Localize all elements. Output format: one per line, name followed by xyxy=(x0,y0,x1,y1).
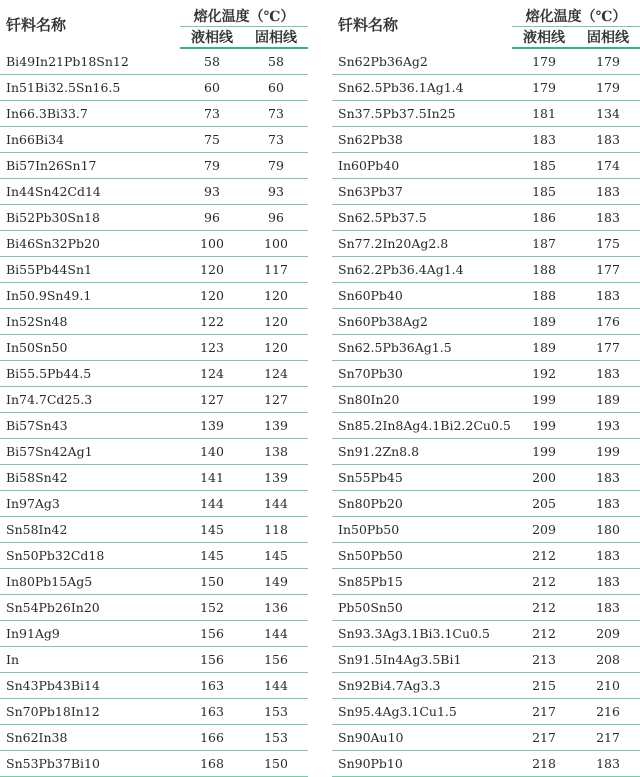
solidus-cell: 216 xyxy=(576,699,640,725)
solidus-cell: 189 xyxy=(576,387,640,413)
liquidus-cell: 139 xyxy=(180,413,244,439)
solder-name-cell: In91Ag9 xyxy=(0,621,180,647)
table-row xyxy=(332,335,640,361)
liquidus-cell: 60 xyxy=(180,75,244,101)
solidus-cell: 79 xyxy=(244,153,308,179)
solidus-cell: 183 xyxy=(576,465,640,491)
table-row xyxy=(332,413,640,439)
solder-name-cell: Sn43Pb43Bi14 xyxy=(0,673,180,699)
table-row xyxy=(332,725,640,751)
liquidus-cell: 58 xyxy=(180,48,244,75)
table-row xyxy=(332,491,640,517)
liquidus-cell: 199 xyxy=(512,439,576,465)
solder-name-cell: In66Bi34 xyxy=(0,127,180,153)
solidus-cell: 217 xyxy=(576,725,640,751)
solder-name-cell: Sn70Pb30 xyxy=(332,361,512,387)
liquidus-cell: 187 xyxy=(512,231,576,257)
liquidus-cell: 144 xyxy=(180,491,244,517)
liquidus-cell: 166 xyxy=(180,725,244,751)
solder-name-cell: Bi58Sn42 xyxy=(0,465,180,491)
table-row xyxy=(0,725,308,751)
solidus-cell: 156 xyxy=(244,647,308,673)
table-row xyxy=(0,361,308,387)
liquidus-cell: 100 xyxy=(180,231,244,257)
solder-name-cell: Sn91.2Zn8.8 xyxy=(332,439,512,465)
solidus-cell: 183 xyxy=(576,205,640,231)
liquidus-cell: 123 xyxy=(180,335,244,361)
header-solidus: 固相线 xyxy=(576,27,640,49)
liquidus-cell: 145 xyxy=(180,517,244,543)
solidus-cell: 144 xyxy=(244,621,308,647)
table-row xyxy=(0,751,308,777)
liquidus-cell: 127 xyxy=(180,387,244,413)
solder-name-cell: In97Ag3 xyxy=(0,491,180,517)
liquidus-cell: 179 xyxy=(512,75,576,101)
solder-name-cell: In50Pb50 xyxy=(332,517,512,543)
table-row xyxy=(332,231,640,257)
table-row xyxy=(0,309,308,335)
solder-name-cell: Sn90Pb10 xyxy=(332,751,512,777)
solder-name-cell: In80Pb15Ag5 xyxy=(0,569,180,595)
solidus-cell: 149 xyxy=(244,569,308,595)
solidus-cell: 183 xyxy=(576,543,640,569)
liquidus-cell: 212 xyxy=(512,621,576,647)
table-row xyxy=(0,231,308,257)
solidus-cell: 153 xyxy=(244,699,308,725)
liquidus-cell: 217 xyxy=(512,699,576,725)
solidus-cell: 144 xyxy=(244,673,308,699)
solder-name-cell: In52Sn48 xyxy=(0,309,180,335)
solidus-cell: 120 xyxy=(244,335,308,361)
liquidus-cell: 179 xyxy=(512,48,576,75)
solder-name-cell: Sn54Pb26In20 xyxy=(0,595,180,621)
solder-name-cell: Sn62.5Pb36Ag1.5 xyxy=(332,335,512,361)
solidus-cell: 60 xyxy=(244,75,308,101)
solder-name-cell: Bi57Sn42Ag1 xyxy=(0,439,180,465)
solder-name-cell: In74.7Cd25.3 xyxy=(0,387,180,413)
solder-name-cell: Sn80Pb20 xyxy=(332,491,512,517)
solder-name-cell: In xyxy=(0,647,180,673)
table-row xyxy=(0,647,308,673)
solidus-cell: 183 xyxy=(576,361,640,387)
solidus-cell: 144 xyxy=(244,491,308,517)
liquidus-cell: 212 xyxy=(512,569,576,595)
liquidus-cell: 199 xyxy=(512,387,576,413)
table-row xyxy=(0,465,308,491)
solidus-cell: 183 xyxy=(576,283,640,309)
solidus-cell: 73 xyxy=(244,101,308,127)
solder-name-cell: In51Bi32.5Sn16.5 xyxy=(0,75,180,101)
liquidus-cell: 93 xyxy=(180,179,244,205)
solder-name-cell: Sn62.2Pb36.4Ag1.4 xyxy=(332,257,512,283)
liquidus-cell: 199 xyxy=(512,413,576,439)
solidus-cell: 134 xyxy=(576,101,640,127)
solidus-cell: 177 xyxy=(576,257,640,283)
solder-name-cell: Sn62.5Pb37.5 xyxy=(332,205,512,231)
table-row xyxy=(332,543,640,569)
header-solder-name: 钎料名称 xyxy=(6,15,67,34)
liquidus-cell: 163 xyxy=(180,699,244,725)
table-row xyxy=(332,387,640,413)
table-row xyxy=(332,179,640,205)
table-row xyxy=(332,283,640,309)
solder-name-cell: Bi52Pb30Sn18 xyxy=(0,205,180,231)
table-row xyxy=(0,335,308,361)
liquidus-cell: 145 xyxy=(180,543,244,569)
solidus-cell: 100 xyxy=(244,231,308,257)
solder-name-cell: In60Pb40 xyxy=(332,153,512,179)
table-row xyxy=(332,569,640,595)
solder-name-cell: Sn62.5Pb36.1Ag1.4 xyxy=(332,75,512,101)
liquidus-cell: 122 xyxy=(180,309,244,335)
solidus-cell: 183 xyxy=(576,569,640,595)
table-row xyxy=(0,517,308,543)
table-left-half xyxy=(0,0,308,777)
solder-name-cell: Sn85.2In8Ag4.1Bi2.2Cu0.5 xyxy=(332,413,512,439)
table-row xyxy=(332,361,640,387)
solder-name-cell: Sn90Au10 xyxy=(332,725,512,751)
liquidus-cell: 120 xyxy=(180,257,244,283)
solidus-cell: 209 xyxy=(576,621,640,647)
table-row xyxy=(332,257,640,283)
solidus-cell: 175 xyxy=(576,231,640,257)
solder-name-cell: Sn58In42 xyxy=(0,517,180,543)
solder-name-cell: Sn92Bi4.7Ag3.3 xyxy=(332,673,512,699)
solder-name-cell: Sn85Pb15 xyxy=(332,569,512,595)
liquidus-cell: 185 xyxy=(512,153,576,179)
table-row xyxy=(332,48,640,75)
liquidus-cell: 156 xyxy=(180,647,244,673)
table-row xyxy=(0,205,308,231)
table-body-left xyxy=(0,48,308,777)
solidus-cell: 73 xyxy=(244,127,308,153)
solder-name-cell: Bi57Sn43 xyxy=(0,413,180,439)
liquidus-cell: 192 xyxy=(512,361,576,387)
solder-name-cell: In50.9Sn49.1 xyxy=(0,283,180,309)
table-row xyxy=(332,465,640,491)
solder-name-cell: In44Sn42Cd14 xyxy=(0,179,180,205)
solder-name-cell: Bi57In26Sn17 xyxy=(0,153,180,179)
solidus-cell: 139 xyxy=(244,465,308,491)
liquidus-cell: 140 xyxy=(180,439,244,465)
table-row xyxy=(0,153,308,179)
solidus-cell: 120 xyxy=(244,283,308,309)
liquidus-cell: 124 xyxy=(180,361,244,387)
header-melting-temperature: 熔化温度（℃） xyxy=(180,0,308,27)
solidus-cell: 117 xyxy=(244,257,308,283)
solder-name-cell: Sn95.4Ag3.1Cu1.5 xyxy=(332,699,512,725)
table-body-right xyxy=(332,48,640,777)
solidus-cell: 138 xyxy=(244,439,308,465)
solidus-cell: 96 xyxy=(244,205,308,231)
table-row xyxy=(0,413,308,439)
liquidus-cell: 189 xyxy=(512,335,576,361)
table-right-half xyxy=(332,0,640,777)
solder-name-cell: Sn91.5In4Ag3.5Bi1 xyxy=(332,647,512,673)
solidus-cell: 153 xyxy=(244,725,308,751)
solder-name-cell: Sn93.3Ag3.1Bi3.1Cu0.5 xyxy=(332,621,512,647)
liquidus-cell: 96 xyxy=(180,205,244,231)
table-row xyxy=(332,153,640,179)
solder-name-cell: Bi55.5Pb44.5 xyxy=(0,361,180,387)
table-row xyxy=(0,101,308,127)
table-row xyxy=(0,699,308,725)
liquidus-cell: 189 xyxy=(512,309,576,335)
liquidus-cell: 163 xyxy=(180,673,244,699)
table-row xyxy=(332,595,640,621)
liquidus-cell: 79 xyxy=(180,153,244,179)
table-row xyxy=(332,205,640,231)
table-row xyxy=(332,647,640,673)
solidus-cell: 176 xyxy=(576,309,640,335)
table-row xyxy=(0,491,308,517)
solder-name-cell: Sn63Pb37 xyxy=(332,179,512,205)
table-row xyxy=(332,75,640,101)
table-row xyxy=(332,673,640,699)
table-row xyxy=(0,595,308,621)
solidus-cell: 180 xyxy=(576,517,640,543)
solidus-cell: 127 xyxy=(244,387,308,413)
table-row xyxy=(0,257,308,283)
liquidus-cell: 156 xyxy=(180,621,244,647)
solder-name-cell: Bi55Pb44Sn1 xyxy=(0,257,180,283)
solidus-cell: 177 xyxy=(576,335,640,361)
solidus-cell: 174 xyxy=(576,153,640,179)
table-row xyxy=(0,543,308,569)
liquidus-cell: 120 xyxy=(180,283,244,309)
liquidus-cell: 181 xyxy=(512,101,576,127)
solidus-cell: 199 xyxy=(576,439,640,465)
liquidus-cell: 141 xyxy=(180,465,244,491)
table-row xyxy=(0,439,308,465)
liquidus-cell: 188 xyxy=(512,283,576,309)
solder-name-cell: Sn53Pb37Bi10 xyxy=(0,751,180,777)
solder-name-cell: Sn77.2In20Ag2.8 xyxy=(332,231,512,257)
table-row xyxy=(0,621,308,647)
table-row xyxy=(332,101,640,127)
table-row xyxy=(332,517,640,543)
solder-name-cell: Pb50Sn50 xyxy=(332,595,512,621)
table-row xyxy=(0,387,308,413)
solidus-cell: 145 xyxy=(244,543,308,569)
liquidus-cell: 150 xyxy=(180,569,244,595)
solder-name-cell: Sn60Pb38Ag2 xyxy=(332,309,512,335)
solder-name-cell: Sn37.5Pb37.5In25 xyxy=(332,101,512,127)
solidus-cell: 210 xyxy=(576,673,640,699)
table-row xyxy=(332,751,640,777)
header-liquidus: 液相线 xyxy=(512,27,576,49)
solidus-cell: 179 xyxy=(576,48,640,75)
liquidus-cell: 186 xyxy=(512,205,576,231)
solidus-cell: 183 xyxy=(576,751,640,777)
solder-name-cell: In66.3Bi33.7 xyxy=(0,101,180,127)
table-row xyxy=(332,621,640,647)
liquidus-cell: 218 xyxy=(512,751,576,777)
solidus-cell: 150 xyxy=(244,751,308,777)
solder-name-cell: Bi46Sn32Pb20 xyxy=(0,231,180,257)
liquidus-cell: 209 xyxy=(512,517,576,543)
liquidus-cell: 213 xyxy=(512,647,576,673)
table-row xyxy=(0,48,308,75)
solder-name-cell: Sn50Pb50 xyxy=(332,543,512,569)
header-solidus: 固相线 xyxy=(244,27,308,49)
header-melting-temperature: 熔化温度（℃） xyxy=(512,0,640,27)
liquidus-cell: 212 xyxy=(512,543,576,569)
header-solder-name: 钎料名称 xyxy=(338,15,399,34)
solder-name-cell: Sn62Pb36Ag2 xyxy=(332,48,512,75)
solidus-cell: 183 xyxy=(576,491,640,517)
table-row xyxy=(332,699,640,725)
table-row xyxy=(332,127,640,153)
solder-name-cell: Sn62In38 xyxy=(0,725,180,751)
table-row xyxy=(332,439,640,465)
solidus-cell: 183 xyxy=(576,127,640,153)
solidus-cell: 208 xyxy=(576,647,640,673)
table-row xyxy=(0,179,308,205)
solidus-cell: 179 xyxy=(576,75,640,101)
solidus-cell: 93 xyxy=(244,179,308,205)
liquidus-cell: 168 xyxy=(180,751,244,777)
liquidus-cell: 188 xyxy=(512,257,576,283)
solder-name-cell: Bi49In21Pb18Sn12 xyxy=(0,48,180,75)
table-row xyxy=(0,283,308,309)
solidus-cell: 58 xyxy=(244,48,308,75)
solder-name-cell: Sn60Pb40 xyxy=(332,283,512,309)
solder-name-cell: In50Sn50 xyxy=(0,335,180,361)
table-row xyxy=(0,75,308,101)
solidus-cell: 193 xyxy=(576,413,640,439)
liquidus-cell: 75 xyxy=(180,127,244,153)
solder-name-cell: Sn55Pb45 xyxy=(332,465,512,491)
solidus-cell: 118 xyxy=(244,517,308,543)
table-row xyxy=(0,673,308,699)
solidus-cell: 120 xyxy=(244,309,308,335)
solder-name-cell: Sn62Pb38 xyxy=(332,127,512,153)
table-row xyxy=(332,309,640,335)
solidus-cell: 183 xyxy=(576,179,640,205)
liquidus-cell: 215 xyxy=(512,673,576,699)
solder-name-cell: Sn50Pb32Cd18 xyxy=(0,543,180,569)
table-row xyxy=(0,127,308,153)
liquidus-cell: 152 xyxy=(180,595,244,621)
solidus-cell: 183 xyxy=(576,595,640,621)
solidus-cell: 136 xyxy=(244,595,308,621)
liquidus-cell: 200 xyxy=(512,465,576,491)
liquidus-cell: 183 xyxy=(512,127,576,153)
liquidus-cell: 205 xyxy=(512,491,576,517)
liquidus-cell: 212 xyxy=(512,595,576,621)
liquidus-cell: 185 xyxy=(512,179,576,205)
header-liquidus: 液相线 xyxy=(180,27,244,49)
solidus-cell: 124 xyxy=(244,361,308,387)
liquidus-cell: 73 xyxy=(180,101,244,127)
table-row xyxy=(0,569,308,595)
solder-name-cell: Sn80In20 xyxy=(332,387,512,413)
solidus-cell: 139 xyxy=(244,413,308,439)
solder-name-cell: Sn70Pb18In12 xyxy=(0,699,180,725)
liquidus-cell: 217 xyxy=(512,725,576,751)
